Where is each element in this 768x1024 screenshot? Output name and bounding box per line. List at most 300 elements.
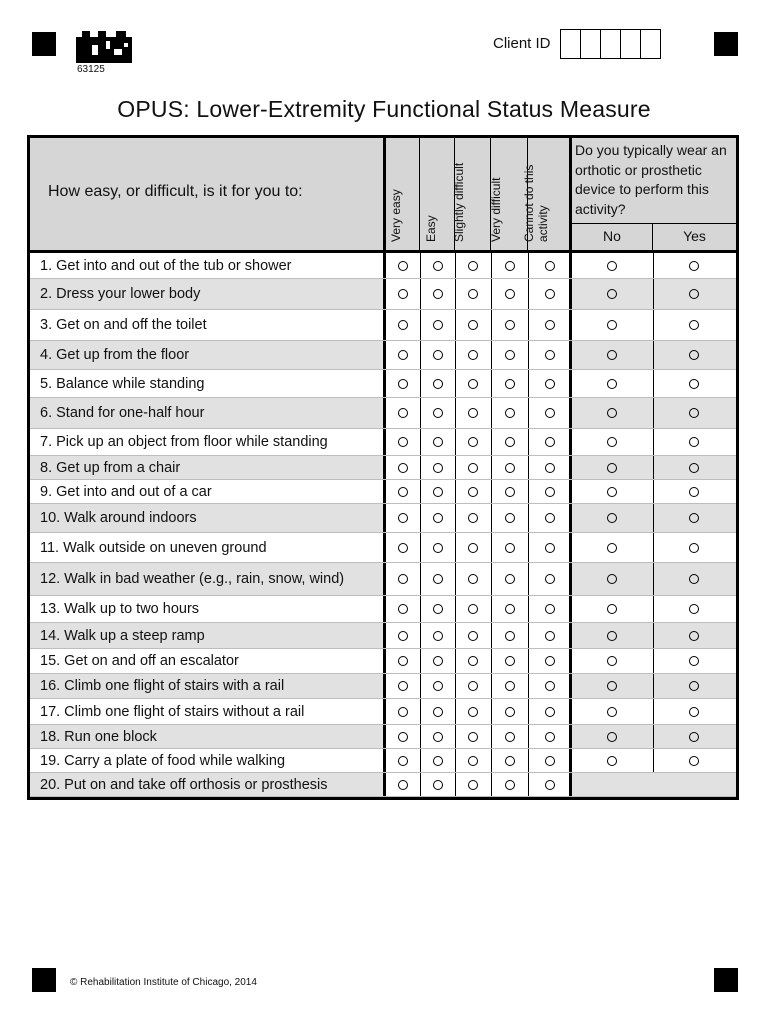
orthotic-cell <box>572 310 736 340</box>
scale-radio-1[interactable] <box>398 513 408 523</box>
scale-radio-3[interactable] <box>468 408 478 418</box>
column-divider <box>455 310 456 340</box>
scale-radio-2[interactable] <box>433 320 443 330</box>
scale-radio-3[interactable] <box>468 289 478 299</box>
table-row <box>30 253 736 279</box>
scale-radio-2[interactable] <box>433 707 443 717</box>
scale-radio-3[interactable] <box>468 756 478 766</box>
column-divider <box>491 341 492 369</box>
orthotic-yes-radio[interactable] <box>689 379 699 389</box>
column-divider <box>491 699 492 724</box>
column-divider <box>528 596 529 622</box>
scale-radio-2[interactable] <box>433 379 443 389</box>
column-divider <box>420 310 421 340</box>
scale-radio-5[interactable] <box>545 289 555 299</box>
orthotic-cell <box>572 370 736 397</box>
scale-radio-5[interactable] <box>545 604 555 614</box>
column-divider <box>420 649 421 673</box>
column-divider <box>420 725 421 748</box>
item-label: 8. Get up from a chair <box>40 459 181 476</box>
scale-radio-2[interactable] <box>433 350 443 360</box>
scale-radio-2[interactable] <box>433 437 443 447</box>
scale-radio-1[interactable] <box>398 379 408 389</box>
scale-radio-5[interactable] <box>545 631 555 641</box>
table-row <box>30 699 736 725</box>
column-divider <box>420 253 421 278</box>
orthotic-cell <box>572 563 736 595</box>
column-divider <box>528 649 529 673</box>
orthotic-header <box>572 138 736 250</box>
orthotic-yes-radio[interactable] <box>689 437 699 447</box>
scale-radio-5[interactable] <box>545 408 555 418</box>
scale-radio-4[interactable] <box>505 543 515 553</box>
column-divider <box>491 563 492 595</box>
registration-mark-top-left <box>32 32 56 56</box>
item-cell <box>30 480 386 503</box>
scale-radio-3[interactable] <box>468 463 478 473</box>
orthotic-yes-radio[interactable] <box>689 756 699 766</box>
scale-radio-1[interactable] <box>398 320 408 330</box>
form-id: 63125 <box>77 64 105 75</box>
item-cell <box>30 749 386 772</box>
column-divider <box>528 725 529 748</box>
scale-radio-3[interactable] <box>468 604 478 614</box>
table-row <box>30 429 736 456</box>
scale-radio-3[interactable] <box>468 320 478 330</box>
column-divider <box>528 398 529 428</box>
orthotic-yes-radio[interactable] <box>689 656 699 666</box>
column-divider <box>528 370 529 397</box>
column-divider <box>528 456 529 479</box>
column-divider <box>491 533 492 562</box>
column-divider <box>455 749 456 772</box>
column-divider <box>455 279 456 309</box>
scale-radio-4[interactable] <box>505 513 515 523</box>
column-divider <box>455 596 456 622</box>
scale-cell <box>386 699 572 724</box>
orthotic-cell <box>572 699 736 724</box>
scale-cell <box>386 725 572 748</box>
item-label: 15. Get on and off an escalator <box>40 653 239 669</box>
orthotic-yes-radio[interactable] <box>689 487 699 497</box>
orthotic-no-radio[interactable] <box>607 487 617 497</box>
column-divider <box>420 279 421 309</box>
orthotic-no-radio[interactable] <box>607 574 617 584</box>
item-label: 14. Walk up a steep ramp <box>40 627 205 644</box>
column-divider <box>420 533 421 562</box>
orthotic-yes-radio[interactable] <box>689 707 699 717</box>
scale-cell <box>386 649 572 673</box>
scale-radio-4[interactable] <box>505 707 515 717</box>
column-divider <box>420 480 421 503</box>
scale-radio-2[interactable] <box>433 513 443 523</box>
column-divider <box>653 370 654 397</box>
scale-label: Very difficult <box>488 177 503 242</box>
column-divider <box>528 533 529 562</box>
orthotic-yes-radio[interactable] <box>689 681 699 691</box>
column-divider <box>491 480 492 503</box>
scale-radio-4[interactable] <box>505 408 515 418</box>
orthotic-cell <box>572 725 736 748</box>
column-divider <box>420 370 421 397</box>
orthotic-no-radio[interactable] <box>607 379 617 389</box>
scale-cell <box>386 310 572 340</box>
column-divider <box>455 429 456 455</box>
scale-radio-3[interactable] <box>468 631 478 641</box>
orthotic-cell <box>572 773 736 796</box>
registration-mark-top-right <box>714 32 738 56</box>
column-divider <box>420 398 421 428</box>
orthotic-cell <box>572 398 736 428</box>
scale-radio-5[interactable] <box>545 780 555 790</box>
scale-radio-3[interactable] <box>468 732 478 742</box>
scale-radio-1[interactable] <box>398 261 408 271</box>
scale-radio-3[interactable] <box>468 707 478 717</box>
column-divider <box>455 253 456 278</box>
orthotic-yes-radio[interactable] <box>689 320 699 330</box>
table-row <box>30 674 736 699</box>
client-id-box[interactable] <box>621 30 641 58</box>
column-divider <box>528 563 529 595</box>
orthotic-cell <box>572 596 736 622</box>
column-divider <box>455 649 456 673</box>
orthotic-no-radio[interactable] <box>607 631 617 641</box>
scale-radio-4[interactable] <box>505 463 515 473</box>
orthotic-yes-radio[interactable] <box>689 350 699 360</box>
question-text: How easy, or difficult, is it for you to: <box>48 183 303 200</box>
registration-mark-bottom-right <box>714 968 738 992</box>
scale-radio-3[interactable] <box>468 543 478 553</box>
column-divider <box>653 725 654 748</box>
scale-radio-2[interactable] <box>433 408 443 418</box>
orthotic-yes-radio[interactable] <box>689 261 699 271</box>
scale-radio-4[interactable] <box>505 261 515 271</box>
column-divider <box>420 429 421 455</box>
scale-radio-5[interactable] <box>545 350 555 360</box>
orthotic-question: Do you typically wear an orthotic or prosthetic device to perform this activity? <box>575 142 727 217</box>
orthotic-options-header <box>572 223 736 250</box>
scale-radio-1[interactable] <box>398 681 408 691</box>
item-cell <box>30 398 386 428</box>
scale-radio-1[interactable] <box>398 707 408 717</box>
scale-radio-2[interactable] <box>433 487 443 497</box>
orthotic-cell <box>572 429 736 455</box>
column-divider <box>528 279 529 309</box>
orthotic-yes-radio[interactable] <box>689 631 699 641</box>
column-divider <box>528 699 529 724</box>
orthotic-no-radio[interactable] <box>607 604 617 614</box>
orthotic-cell <box>572 649 736 673</box>
orthotic-no-radio[interactable] <box>607 756 617 766</box>
item-label: 19. Carry a plate of food while walking <box>40 752 286 769</box>
item-cell <box>30 504 386 532</box>
scale-label: Very easy <box>389 189 403 242</box>
scale-radio-4[interactable] <box>505 574 515 584</box>
orthotic-no-radio[interactable] <box>607 707 617 717</box>
scale-radio-5[interactable] <box>545 732 555 742</box>
column-divider <box>455 480 456 503</box>
scale-radio-4[interactable] <box>505 756 515 766</box>
client-id-box[interactable] <box>641 30 660 58</box>
item-label: 6. Stand for one-half hour <box>40 405 205 421</box>
scale-radio-4[interactable] <box>505 487 515 497</box>
column-divider <box>455 773 456 796</box>
scale-radio-3[interactable] <box>468 681 478 691</box>
column-divider <box>455 398 456 428</box>
orthotic-no-radio[interactable] <box>607 408 617 418</box>
scale-radio-1[interactable] <box>398 732 408 742</box>
orthotic-cell <box>572 480 736 503</box>
scale-radio-2[interactable] <box>433 681 443 691</box>
scale-radio-5[interactable] <box>545 574 555 584</box>
scale-radio-3[interactable] <box>468 513 478 523</box>
column-divider <box>528 341 529 369</box>
column-divider <box>420 341 421 369</box>
column-divider <box>653 504 654 532</box>
column-divider <box>528 749 529 772</box>
scale-radio-1[interactable] <box>398 543 408 553</box>
item-cell <box>30 674 386 698</box>
orthotic-no-label: No <box>572 224 653 250</box>
client-id-box[interactable] <box>581 30 601 58</box>
scale-radio-2[interactable] <box>433 463 443 473</box>
item-cell <box>30 596 386 622</box>
column-divider <box>491 773 492 796</box>
column-divider <box>491 429 492 455</box>
scale-radio-5[interactable] <box>545 487 555 497</box>
scale-radio-3[interactable] <box>468 656 478 666</box>
scale-radio-4[interactable] <box>505 350 515 360</box>
scale-radio-2[interactable] <box>433 574 443 584</box>
scale-cell <box>386 480 572 503</box>
item-cell <box>30 429 386 455</box>
scale-radio-5[interactable] <box>545 681 555 691</box>
column-divider <box>455 623 456 648</box>
scale-radio-1[interactable] <box>398 487 408 497</box>
scale-radio-5[interactable] <box>545 463 555 473</box>
scale-radio-2[interactable] <box>433 656 443 666</box>
orthotic-yes-radio[interactable] <box>689 289 699 299</box>
scale-radio-3[interactable] <box>468 261 478 271</box>
scale-radio-3[interactable] <box>468 379 478 389</box>
scale-cell <box>386 623 572 648</box>
orthotic-no-radio[interactable] <box>607 320 617 330</box>
column-divider <box>653 279 654 309</box>
table-row <box>30 456 736 480</box>
scale-radio-5[interactable] <box>545 707 555 717</box>
scale-radio-1[interactable] <box>398 656 408 666</box>
scale-radio-1[interactable] <box>398 604 408 614</box>
column-divider <box>455 341 456 369</box>
scale-radio-4[interactable] <box>505 437 515 447</box>
scale-cell <box>386 749 572 772</box>
scale-header-1 <box>386 138 420 250</box>
registration-mark-bottom-left <box>32 968 56 992</box>
scale-radio-4[interactable] <box>505 289 515 299</box>
orthotic-yes-radio[interactable] <box>689 732 699 742</box>
scale-radio-4[interactable] <box>505 604 515 614</box>
scale-radio-2[interactable] <box>433 780 443 790</box>
scale-radio-2[interactable] <box>433 631 443 641</box>
scale-radio-5[interactable] <box>545 756 555 766</box>
item-cell <box>30 725 386 748</box>
scale-radio-4[interactable] <box>505 631 515 641</box>
scale-cell <box>386 370 572 397</box>
scale-radio-5[interactable] <box>545 543 555 553</box>
orthotic-no-radio[interactable] <box>607 513 617 523</box>
column-divider <box>420 749 421 772</box>
orthotic-yes-radio[interactable] <box>689 513 699 523</box>
scale-label: Easy <box>423 215 438 242</box>
column-divider <box>528 674 529 698</box>
scale-radio-1[interactable] <box>398 437 408 447</box>
column-divider <box>420 504 421 532</box>
item-label: 18. Run one block <box>40 728 157 745</box>
scale-cell <box>386 341 572 369</box>
column-divider <box>653 563 654 595</box>
scale-radio-2[interactable] <box>433 756 443 766</box>
scale-cell <box>386 533 572 562</box>
scale-radio-4[interactable] <box>505 732 515 742</box>
scale-radio-4[interactable] <box>505 379 515 389</box>
item-label: 1. Get into and out of the tub or shower <box>40 257 292 274</box>
orthotic-no-radio[interactable] <box>607 732 617 742</box>
orthotic-yes-radio[interactable] <box>689 463 699 473</box>
client-id-boxes[interactable] <box>560 29 661 59</box>
scale-radio-2[interactable] <box>433 604 443 614</box>
scale-radio-5[interactable] <box>545 656 555 666</box>
orthotic-no-radio[interactable] <box>607 289 617 299</box>
scale-radio-1[interactable] <box>398 408 408 418</box>
item-label: 11. Walk outside on uneven ground <box>40 539 267 556</box>
client-id-box[interactable] <box>561 30 581 58</box>
item-label: 5. Balance while standing <box>40 375 205 392</box>
orthotic-yes-radio[interactable] <box>689 408 699 418</box>
scale-radio-5[interactable] <box>545 261 555 271</box>
scale-radio-5[interactable] <box>545 437 555 447</box>
scale-radio-1[interactable] <box>398 631 408 641</box>
scale-radio-1[interactable] <box>398 350 408 360</box>
item-cell <box>30 310 386 340</box>
scale-label: Slightly difficult <box>452 162 466 242</box>
item-cell <box>30 563 386 595</box>
form-barcode <box>76 31 132 63</box>
scale-radio-1[interactable] <box>398 756 408 766</box>
column-divider <box>491 456 492 479</box>
scale-cell <box>386 563 572 595</box>
table-row <box>30 533 736 563</box>
orthotic-no-radio[interactable] <box>607 261 617 271</box>
item-label: 9. Get into and out of a car <box>40 483 212 500</box>
orthotic-no-radio[interactable] <box>607 656 617 666</box>
column-divider <box>491 596 492 622</box>
scale-radio-3[interactable] <box>468 350 478 360</box>
scale-radio-4[interactable] <box>505 656 515 666</box>
column-divider <box>420 596 421 622</box>
orthotic-cell <box>572 456 736 479</box>
scale-radio-2[interactable] <box>433 732 443 742</box>
item-cell <box>30 699 386 724</box>
scale-radio-3[interactable] <box>468 437 478 447</box>
scale-cell <box>386 456 572 479</box>
orthotic-no-radio[interactable] <box>607 463 617 473</box>
orthotic-cell <box>572 749 736 772</box>
orthotic-yes-radio[interactable] <box>689 604 699 614</box>
item-label: 13. Walk up to two hours <box>40 601 200 617</box>
item-label: 17. Climb one flight of stairs without a rail <box>40 703 305 720</box>
column-divider <box>455 725 456 748</box>
item-label: 12. Walk in bad weather (e.g., rain, snow, wind) <box>40 571 345 587</box>
scale-radio-1[interactable] <box>398 780 408 790</box>
scale-cell <box>386 596 572 622</box>
column-divider <box>653 456 654 479</box>
orthotic-no-radio[interactable] <box>607 543 617 553</box>
orthotic-yes-radio[interactable] <box>689 574 699 584</box>
client-id-box[interactable] <box>601 30 621 58</box>
item-cell <box>30 253 386 278</box>
item-label: 3. Get on and off the toilet <box>40 317 207 333</box>
scale-radio-2[interactable] <box>433 289 443 299</box>
scale-radio-2[interactable] <box>433 543 443 553</box>
scale-header-2 <box>420 138 455 250</box>
column-divider <box>653 480 654 503</box>
table-row <box>30 279 736 310</box>
column-divider <box>653 596 654 622</box>
column-divider <box>420 773 421 796</box>
item-cell <box>30 533 386 562</box>
scale-radio-3[interactable] <box>468 574 478 584</box>
column-divider <box>420 623 421 648</box>
scale-radio-3[interactable] <box>468 780 478 790</box>
column-divider <box>653 341 654 369</box>
table-row <box>30 649 736 674</box>
column-divider <box>491 279 492 309</box>
scale-radio-2[interactable] <box>433 261 443 271</box>
scale-cell <box>386 773 572 796</box>
scale-radio-4[interactable] <box>505 681 515 691</box>
column-divider <box>491 253 492 278</box>
client-id-label: Client ID <box>493 35 551 52</box>
scale-radio-1[interactable] <box>398 574 408 584</box>
scale-radio-4[interactable] <box>505 320 515 330</box>
orthotic-yes-radio[interactable] <box>689 543 699 553</box>
orthotic-cell <box>572 504 736 532</box>
orthotic-no-radio[interactable] <box>607 681 617 691</box>
scale-radio-5[interactable] <box>545 320 555 330</box>
column-divider <box>491 649 492 673</box>
column-divider <box>420 699 421 724</box>
scale-radio-3[interactable] <box>468 487 478 497</box>
orthotic-cell <box>572 533 736 562</box>
item-label: 2. Dress your lower body <box>40 286 201 302</box>
item-cell <box>30 773 386 796</box>
scale-cell <box>386 279 572 309</box>
scale-radio-1[interactable] <box>398 463 408 473</box>
item-label: 4. Get up from the floor <box>40 347 190 363</box>
column-divider <box>420 674 421 698</box>
orthotic-no-radio[interactable] <box>607 437 617 447</box>
item-cell <box>30 456 386 479</box>
column-divider <box>455 504 456 532</box>
item-label: 20. Put on and take off orthosis or prosthesis <box>40 776 328 793</box>
table-row <box>30 749 736 773</box>
scale-radio-5[interactable] <box>545 513 555 523</box>
orthotic-no-radio[interactable] <box>607 350 617 360</box>
scale-radio-1[interactable] <box>398 289 408 299</box>
scale-radio-4[interactable] <box>505 780 515 790</box>
scale-radio-5[interactable] <box>545 379 555 389</box>
item-cell <box>30 341 386 369</box>
